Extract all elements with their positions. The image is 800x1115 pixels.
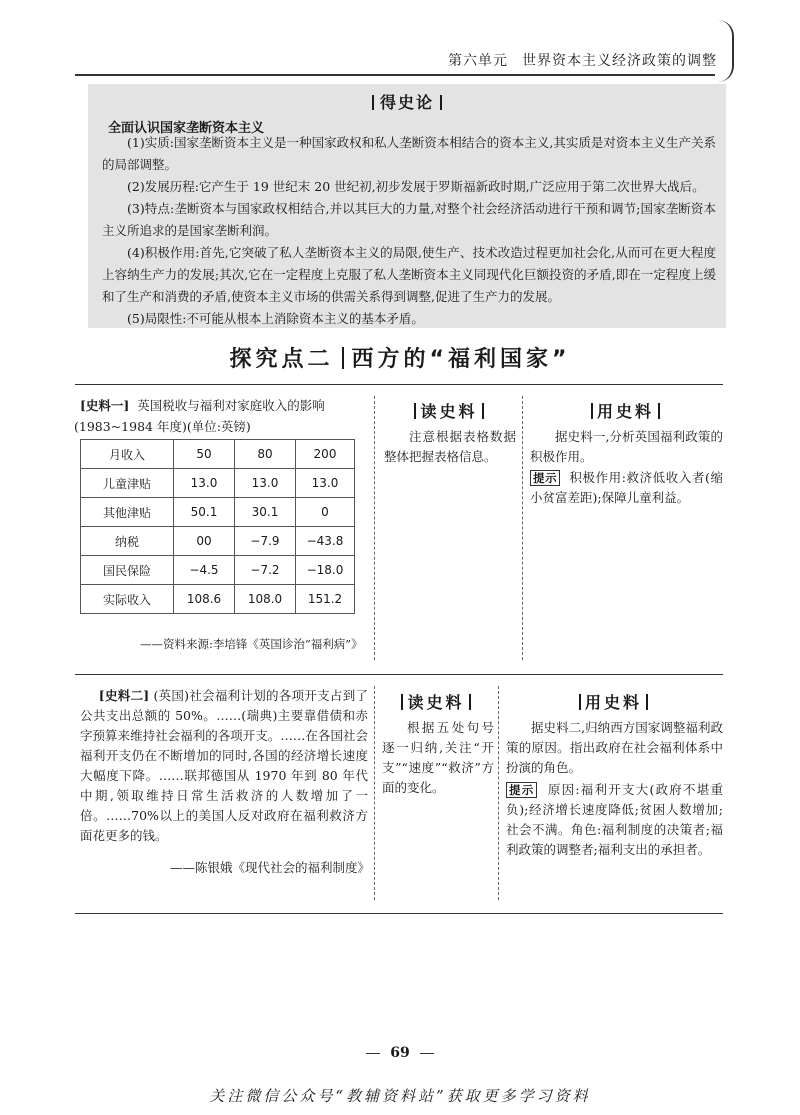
header-rule [75, 74, 715, 76]
material1-hint: 提示 积极作用:救济低收入者(缩小贫富差距);保障儿童利益。 [530, 470, 724, 505]
table-row: 纳税 00 −7.9 −43.8 [81, 527, 355, 556]
summary-box [88, 84, 726, 328]
material2-read-text: 根据五处句号逐一归纳,关注“开支”“速度”“救济”方面的变化。 [382, 720, 494, 795]
page-number: 69 [0, 1045, 800, 1061]
column-divider [498, 686, 499, 900]
header-curve [718, 20, 734, 82]
material2-read-title: 读史料 [378, 690, 494, 713]
unit-label: 第六单元 [448, 53, 508, 69]
unit-title: 世界资本主义经济政策的调整 [522, 53, 717, 69]
material1-use-text: 据史料一,分析英国福利政策的积极作用。 [530, 429, 723, 464]
material1-source: ——资料来源:李培锋《英国诊治“福利病”》 [140, 637, 363, 651]
section-title [0, 342, 800, 373]
divider-bottom [75, 913, 723, 914]
summary-box-title: 得史论 [88, 90, 726, 113]
table-row: 儿童津贴 13.0 13.0 13.0 [81, 469, 355, 498]
table-row: 其他津贴 50.1 30.1 0 [81, 498, 355, 527]
material1-intro2: (1983~1984 年度)(单位:英镑) [74, 419, 251, 434]
summary-point: (5)局限性:不可能从根本上消除资本主义的基本矛盾。 [127, 311, 424, 326]
section-heading: 西方的“福利国家” [351, 347, 571, 372]
footer-note: 关注微信公众号“教辅资料站”获取更多学习资料 [209, 1087, 591, 1105]
table-row: 实际收入 108.6 108.0 151.2 [81, 585, 355, 614]
table-row: 月收入 50 80 200 [81, 440, 355, 469]
table-row: 国民保险 −4.5 −7.2 −18.0 [81, 556, 355, 585]
column-divider [522, 396, 523, 660]
section-prefix: 探究点二 [229, 347, 334, 372]
column-divider [374, 396, 375, 660]
material1-read-title: 读史料 [380, 399, 518, 422]
material1-intro: [史料一] 英国税收与福利对家庭收入的影响 [80, 398, 325, 413]
summary-point: (3)特点:垄断资本与国家政权相结合,并以其巨大的力量,对整个社会经济活动进行干预和调节;国家垄断资本主义所追求的是国家垄断利润。 [102, 201, 716, 238]
summary-subtitle: 全面认识国家垄断资本主义 [108, 121, 265, 136]
material2-label: [史料二] [98, 688, 150, 703]
data-table [80, 439, 355, 614]
material2-source: ——陈银娥《现代社会的福利制度》 [169, 860, 370, 875]
divider-middle [75, 674, 723, 675]
material2-use-title: 用史料 [504, 690, 723, 713]
material1-label: [史料一] [80, 398, 130, 413]
hint-label: 提示 [530, 470, 560, 486]
material1-read-text: 注意根据表格数据整体把握表格信息。 [384, 429, 516, 464]
summary-point: (2)发展历程:它产生于 19 世纪末 20 世纪初,初步发展于罗斯福新政时期,广泛应用于第二次世界大战后。 [127, 179, 705, 194]
summary-point: (1)实质:国家垄断资本主义是一种国家政权和私人垄断资本相结合的资本主义,其实质是对资本主义生产关系的局部调整。 [102, 135, 716, 172]
unit-header [448, 50, 717, 70]
summary-point: (4)积极作用:首先,它突破了私人垄断资本主义的局限,使生产、技术改造过程更加社会化,从而可在更大程度上容纳生产力的发展;其次,它在一定程度上克服了私人垄断资本主义同现代化巨额投资的矛盾,即在一定程度上缓和了生产和消费的矛盾,使资本主义市场的供需关系得到调整,促进了生产力的发展。 [102, 245, 716, 304]
material2-text: [史料二] (英国)社会福利计划的各项开支占到了公共支出总额的 50%。……(瑞典)主要靠借债和赤字预算来维持社会福利的各项开支。……在各国社会福利开支仍在不断增加的同时,各国的经济增长速度大幅度下降。……联邦德国从 1970 年到 80 年代中期,领取维持日常生活救济的人数增加了一倍。……70%以上的美国人反对政府在福利救济方面花更多的钱。 [80, 688, 368, 843]
column-divider [374, 686, 375, 900]
material1-use-title: 用史料 [528, 399, 723, 422]
material2-hint: 提示 原因:福利开支大(政府不堪重负);经济增长速度降低;贫困人数增加;社会不满。角色:福利制度的决策者;福利政策的调整者;福利支出的承担者。 [506, 782, 724, 857]
divider-top [75, 384, 723, 385]
hint-label: 提示 [506, 782, 537, 798]
material2-use-text: 据史料二,归纳西方国家调整福利政策的原因。指出政府在社会福利体系中扮演的角色。 [506, 720, 723, 775]
